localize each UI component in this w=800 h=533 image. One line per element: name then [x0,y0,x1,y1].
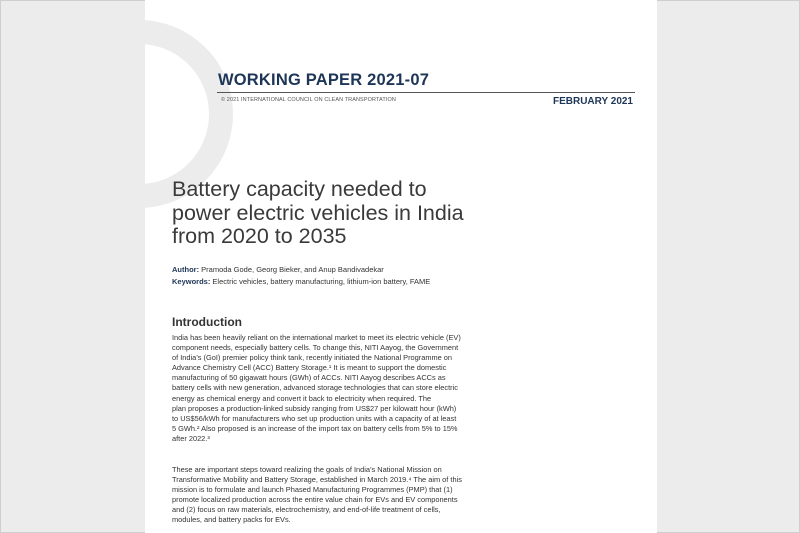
text-line: after 2022.³ [172,433,210,443]
title-line: from 2020 to 2035 [172,224,347,248]
text-line: modules, and battery packs for EVs. [172,515,291,525]
section-heading: Introduction [172,315,242,329]
working-paper-label: WORKING PAPER 2021-07 [218,71,430,89]
text-line: and (2) focus on raw materials, electrochemistry, and end-of-life treatment of cells, [172,505,441,515]
text-line: 5 GWh.² Also proposed is an increase of the import tax on battery cells from 5% to 15% [172,423,458,433]
text-line: to US$56/kWh for manufacturers who set up production units with a capacity of at least [172,413,457,423]
copyright-notice: © 2021 INTERNATIONAL COUNCIL ON CLEAN TRANSPORTATION [221,97,396,103]
text-line: Advance Chemistry Cell (ACC) Battery Storage.¹ It is meant to support the domestic [172,363,447,373]
text-line: promote localized production across the entire value chain for EVs and EV components [172,495,458,505]
document-page [145,0,657,533]
publication-date: FEBRUARY 2021 [552,96,633,107]
text-line: plan proposes a production-linked subsidy ranging from US$27 per kilowatt hour (kWh) [172,403,457,413]
text-line: India has been heavily reliant on the international market to meet its electric vehicle (EV) [172,333,461,342]
paper-title [172,178,532,249]
keywords-value: Electric vehicles, battery manufacturing, lithium-ion battery, FAME [210,277,431,286]
text-line: battery cells with new generation, advanced storage technologies that can store electric [172,383,458,393]
text-line: These are important steps toward realizing the goals of India’s National Mission on [172,465,442,474]
paper-metadata [172,264,430,288]
header-divider [217,92,635,93]
keywords-line [172,276,430,288]
text-line: Transformative Mobility and Battery Storage, established in March 2019.⁴ The aim of this [172,475,462,485]
text-line: of India’s (GoI) premier policy think tank, recently initiated the National Programme on [172,353,453,363]
text-line: energy as chemical energy and convert it back to electricity when required. The [172,393,432,403]
title-line: Battery capacity needed to [172,177,427,201]
author-value: Pramoda Gode, Georg Bieker, and Anup Bandivadekar [199,265,384,274]
author-line [172,264,430,276]
text-line: manufacturing of 50 gigawatt hours (GWh) of ACCs. NITI Aayog describes ACCs as [172,373,446,383]
author-label: Author: [172,265,200,274]
text-line: mission is to formulate and launch Phased Manufacturing Programmes (PMP) that (1) [172,485,453,495]
intro-paragraph-2 [172,465,517,526]
keywords-label: Keywords: [172,277,211,286]
intro-paragraph-1 [172,333,517,444]
text-line: component needs, especially battery cells. To change this, NITI Aayog, the Government [172,343,459,353]
title-line: power electric vehicles in India [172,200,464,225]
